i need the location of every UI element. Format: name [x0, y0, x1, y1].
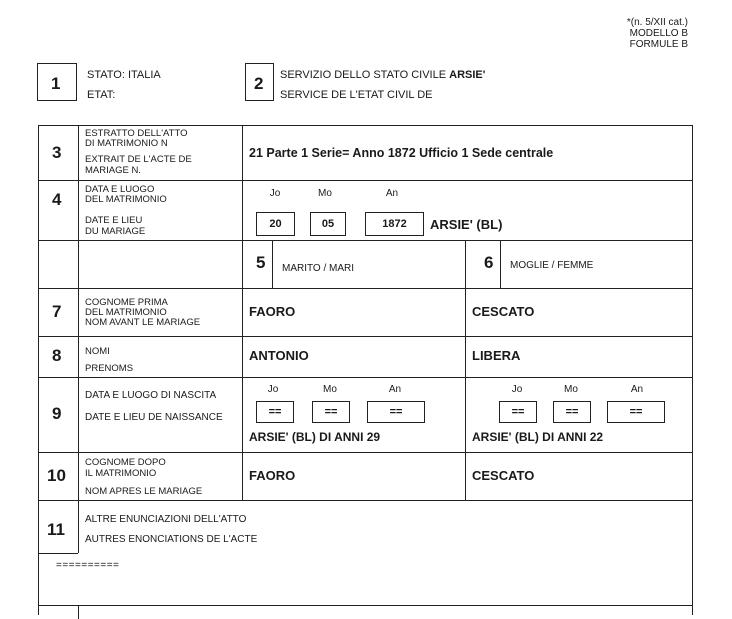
box-6-sep	[500, 240, 501, 288]
col-sep-label	[242, 125, 243, 500]
box-5-sep	[272, 240, 273, 288]
marito-header: MARITO / MARI	[282, 263, 355, 274]
service-label: SERVICE DE L'ETAT CIVIL DE	[280, 89, 433, 101]
row-10-label-1: COGNOME DOPO	[85, 457, 166, 468]
col-sep-mm	[465, 240, 466, 500]
col-sep-num	[78, 125, 79, 553]
row-11-label-fr: AUTRES ENONCIATIONS DE L'ACTE	[85, 534, 258, 545]
moglie-birth-day: ==	[499, 401, 537, 423]
form-model: MODELLO B	[629, 28, 688, 39]
marito-mo-label: Mo	[323, 384, 337, 395]
row-8-label-fr: PRENOMS	[85, 363, 134, 374]
box-2-num: 2	[254, 74, 264, 93]
moglie-cognome-dopo: CESCATO	[472, 468, 535, 483]
row-4-label-it-1: DATA E LUOGO	[85, 184, 155, 195]
marito-birth-month: ==	[312, 401, 350, 423]
row-8-num: 8	[52, 346, 62, 365]
row-11-label-it: ALTRE ENUNCIAZIONI DELL'ATTO	[85, 514, 247, 525]
bottom-rule	[38, 605, 693, 606]
etat-label: ETAT:	[87, 89, 116, 101]
row-7-num: 7	[52, 302, 62, 321]
row-11-num: 11	[47, 520, 65, 539]
form-reference: *(n. 5/XII cat.)	[626, 17, 688, 28]
marito-birth-day: ==	[256, 401, 294, 423]
row-10-label-2: IL MATRIMONIO	[85, 468, 157, 479]
row-sep	[38, 500, 693, 501]
atto-number-value: 21 Parte 1 Serie= Anno 1872 Ufficio 1 Sede centrale	[249, 146, 554, 160]
servizio-line	[280, 69, 485, 81]
marito-jo-label: Jo	[267, 384, 279, 395]
moglie-mo-label: Mo	[564, 384, 578, 395]
moglie-nome: LIBERA	[472, 348, 521, 363]
servizio-label: SERVIZIO DELLO STATO CIVILE	[280, 69, 447, 81]
marito-nome: ANTONIO	[249, 348, 309, 363]
row-7-label-3: NOM AVANT LE MARIAGE	[85, 317, 201, 328]
row-3-label-fr-2: MARIAGE N.	[85, 165, 141, 176]
row-4-label-fr-1: DATE E LIEU	[85, 215, 143, 226]
moglie-an-label: An	[630, 384, 644, 395]
marriage-place: ARSIE' (BL)	[430, 217, 503, 232]
moglie-jo-label: Jo	[511, 384, 523, 395]
row-sep	[38, 377, 693, 378]
row-3-num: 3	[52, 143, 62, 162]
row-9-num: 9	[52, 404, 62, 423]
row-4-label-it-2: DEL MATRIMONIO	[85, 194, 167, 205]
row-8-label-it: NOMI	[85, 346, 110, 357]
row-sep	[38, 180, 693, 181]
moglie-cognome: CESCATO	[472, 304, 535, 319]
moglie-birth-month: ==	[553, 401, 591, 423]
row-sep	[38, 240, 693, 241]
moglie-birth-place: ARSIE' (BL) DI ANNI 22	[472, 430, 604, 444]
marriage-an-label: An	[385, 188, 399, 199]
marito-cognome: FAORO	[249, 304, 296, 319]
row-3-label-it-1: ESTRATTO DELL'ATTO	[85, 128, 188, 139]
marriage-jo-label: Jo	[269, 188, 281, 199]
marriage-month-field: 05	[310, 212, 346, 236]
box-6-num: 6	[484, 253, 494, 272]
row-7-label-2: DEL MATRIMONIO	[85, 307, 167, 318]
altre-enunciazioni-value: ==========	[56, 560, 120, 571]
form-formule: FORMULE B	[629, 39, 688, 50]
row-9-label-fr: DATE E LIEU DE NAISSANCE	[85, 412, 223, 423]
marito-birth-place: ARSIE' (BL) DI ANNI 29	[249, 430, 381, 444]
box-1-num: 1	[51, 74, 61, 93]
row-7-label-1: COGNOME PRIMA	[85, 297, 168, 308]
servizio-value: ARSIE'	[449, 69, 486, 81]
marito-birth-year: ==	[367, 401, 425, 423]
row-sep	[38, 553, 78, 554]
marriage-mo-label: Mo	[318, 188, 332, 199]
box-5-num: 5	[256, 253, 266, 272]
marriage-day-field: 20	[256, 212, 295, 236]
row-3-label-fr-1: EXTRAIT DE L'ACTE DE	[85, 154, 192, 165]
row-4-label-fr-2: DU MARIAGE	[85, 226, 146, 237]
marito-cognome-dopo: FAORO	[249, 468, 296, 483]
stato-label: STATO: ITALIA	[87, 69, 161, 81]
row-10-num: 10	[47, 466, 66, 485]
row-9-label-it: DATA E LUOGO DI NASCITA	[85, 390, 217, 401]
marito-an-label: An	[388, 384, 402, 395]
moglie-header: MOGLIE / FEMME	[510, 260, 594, 271]
moglie-birth-year: ==	[607, 401, 665, 423]
row-3-label-it-2: DI MATRIMONIO N	[85, 138, 168, 149]
row-4-num: 4	[52, 190, 62, 209]
form-header	[627, 17, 688, 50]
row-sep	[38, 288, 693, 289]
marriage-year-field: 1872	[365, 212, 424, 236]
row-10-label-3: NOM APRES LE MARIAGE	[85, 486, 203, 497]
col-sep-num-bottom	[78, 605, 79, 619]
row-sep	[38, 452, 693, 453]
row-sep	[38, 336, 693, 337]
